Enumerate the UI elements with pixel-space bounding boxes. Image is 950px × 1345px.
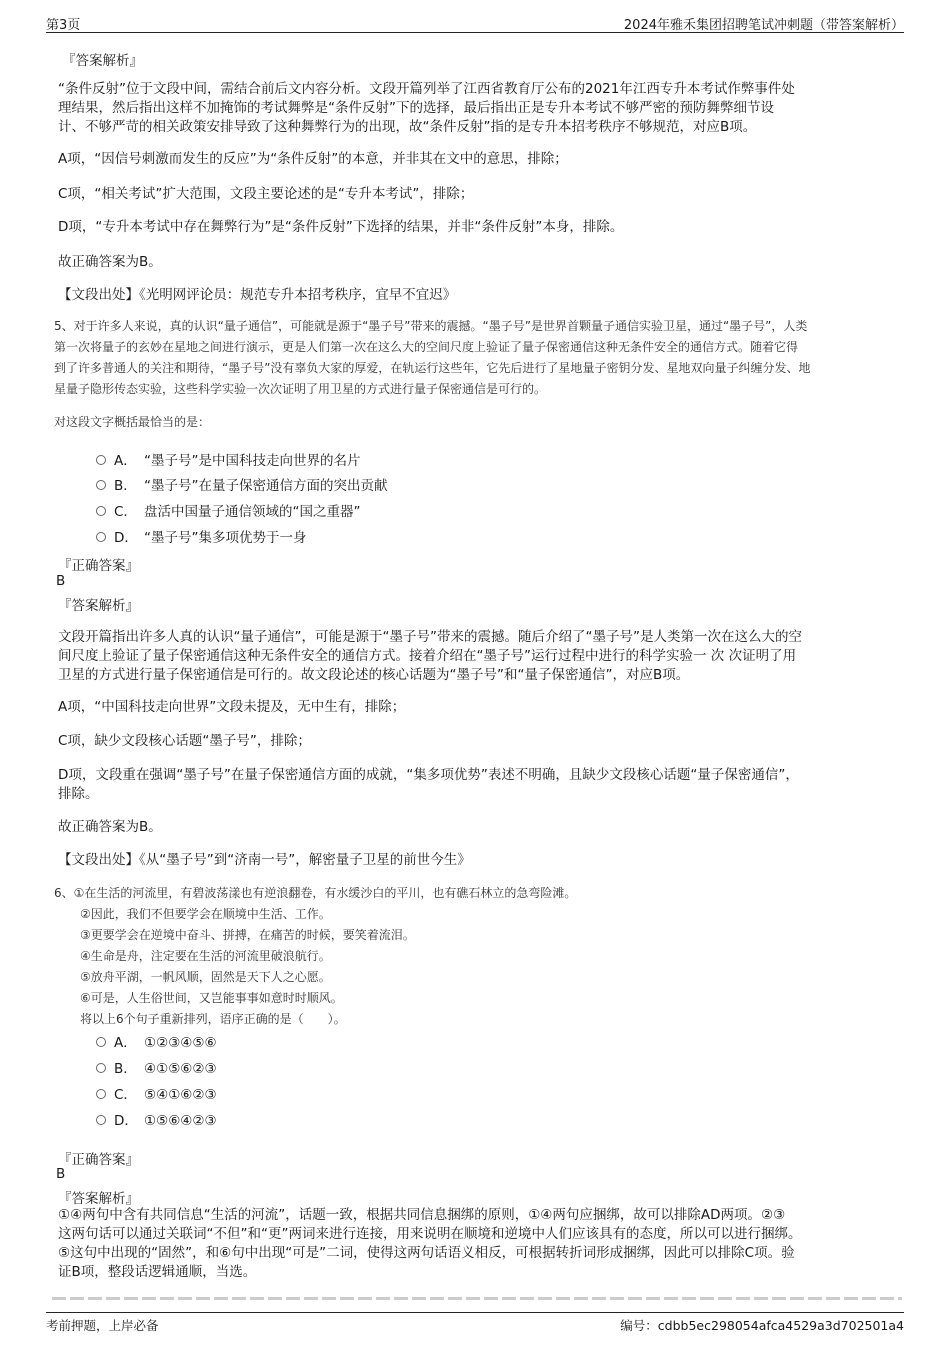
q5-analysis-line-3: 卫星的方式进行量子保密通信是可行的。故文段论述的核心话题为“墨子号”和“量子保密通信”，对应B项。 xyxy=(58,667,690,683)
q4-source: 【文段出处】《光明网评论员：规范专升本招考秩序，宜早不宜迟》 xyxy=(58,287,457,303)
radio-icon[interactable] xyxy=(96,1037,106,1047)
q5-stem-line-2: 第一次将量子的玄妙在星地之间进行演示，更是人们第一次在这么大的空间尺度上验证了量子保密通信这种无条件安全的通信方式。随着它得 xyxy=(54,340,799,354)
q5-question: 对这段文字概括最恰当的是： xyxy=(54,415,211,429)
page-number: 第3页 xyxy=(46,18,81,33)
q6-stem-line-6: ⑥可是，人生俗世间，又岂能事事如意时时顺风。 xyxy=(80,991,343,1005)
document-title: 2024年雅禾集团招聘笔试冲刺题（带答案解析） xyxy=(623,18,904,33)
q5-analysis-d-line-1: D项，文段重在强调“墨子号”在量子保密通信方面的成就，“集多项优势”表述不明确，且缺少文段核心话题“量子保密通信”， xyxy=(58,767,799,783)
q6-option-c[interactable]: C． ⑤④①⑥②③ xyxy=(96,1083,217,1103)
q5-source: 【文段出处】《从“墨子号”到“济南一号”，解密量子卫星的前世今生》 xyxy=(58,852,471,868)
q4-analysis-label: 『答案解析』 xyxy=(62,53,143,69)
footer-slogan: 考前押题，上岸必备 xyxy=(46,1318,159,1333)
q6-stem-line-4: ④生命是舟，注定要在生活的河流里破浪航行。 xyxy=(80,949,331,963)
radio-icon[interactable] xyxy=(96,455,106,465)
q6-analysis-line-3: ⑤这句中出现的“固然”，和⑥句中出现“可是”二词，使得这两句话语义相反，可根据转折词形成捆绑，因此可以排除C项。验 xyxy=(58,1245,795,1261)
q6-question: 将以上6个句子重新排列，语序正确的是（ ）。 xyxy=(80,1012,346,1026)
q6-stem-line-3: ③更要学会在逆境中奋斗、拼搏，在痛苦的时候，要笑着流泪。 xyxy=(80,928,415,942)
q6-answer-label: 『正确答案』 xyxy=(58,1152,139,1168)
q4-conclusion: 故正确答案为B。 xyxy=(58,254,162,270)
radio-icon[interactable] xyxy=(96,1115,106,1125)
radio-icon[interactable] xyxy=(96,1089,106,1099)
q6-analysis-label: 『答案解析』 xyxy=(58,1191,139,1207)
q5-option-c[interactable]: C． 盘活中国量子通信领域的“国之重器” xyxy=(96,500,361,520)
radio-icon[interactable] xyxy=(96,506,106,516)
q4-analysis-d: D项，“专升本考试中存在舞弊行为”是“条件反射”下选择的结果，并非“条件反射”本身，排除。 xyxy=(58,219,624,235)
q6-analysis-line-2: 这两句话可以通过关联词“不但”和“更”两词来进行连接，用来说明在顺境和逆境中人们应该具有的态度，所以可以进行捆绑。 xyxy=(58,1226,802,1242)
page-footer xyxy=(46,1312,904,1333)
q4-analysis-c: C项，“相关考试”扩大范围，文段主要论述的是“专升本考试”，排除； xyxy=(58,186,474,202)
q6-option-b[interactable]: B． ④①⑤⑥②③ xyxy=(96,1057,217,1077)
q5-conclusion: 故正确答案为B。 xyxy=(58,819,162,835)
q6-option-a[interactable]: A． ①②③④⑤⑥ xyxy=(96,1031,217,1051)
radio-icon[interactable] xyxy=(96,480,106,490)
q5-analysis-d-line-2: 排除。 xyxy=(58,786,99,802)
q6-stem-line-2: ②因此，我们不但要学会在顺境中生活、工作。 xyxy=(80,907,331,921)
q5-option-b[interactable]: B． “墨子号”在量子保密通信方面的突出贡献 xyxy=(96,474,388,494)
q5-analysis-line-2: 间尺度上验证了量子保密通信这种无条件安全的通信方式。接着介绍在“墨子号”运行过程中进行的科学实验一 次 次证明了用 xyxy=(58,648,797,664)
radio-icon[interactable] xyxy=(96,1063,106,1073)
q6-analysis-line-4: 证B项，整段话逻辑通顺，当选。 xyxy=(58,1264,257,1280)
q5-answer: B xyxy=(56,573,66,589)
q5-stem-line-4: 星量子隐形传态实验，这些科学实验一次次证明了用卫星的方式进行量子保密通信是可行的。 xyxy=(54,382,547,396)
q4-analysis-line-3: 计、不够严苛的相关政策安排导致了这种舞弊行为的出现，故“条件反射”指的是专升本招考秩序不够规范，对应B项。 xyxy=(58,119,757,135)
q5-option-a[interactable]: A． “墨子号”是中国科技走向世界的名片 xyxy=(96,449,361,469)
q4-analysis-line-1: “条件反射”位于文段中间，需结合前后文内容分析。文段开篇列举了江西省教育厅公布的2021年江西专升本考试作弊事件处 xyxy=(58,81,795,97)
page-header xyxy=(46,14,904,33)
q5-stem-line-1: 5、对于许多人来说，真的认识“量子通信”，可能就是源于“墨子号”带来的震撼。“墨子号”是世界首颗量子通信实验卫星，通过“墨子号”，人类 xyxy=(54,319,808,333)
q4-analysis-line-2: 理结果，然后指出这样不加掩饰的考试舞弊是“条件反射”下的选择，最后指出正是专升本考试不够严密的预防舞弊细节设 xyxy=(58,100,774,116)
q6-option-d[interactable]: D． ①⑤⑥④②③ xyxy=(96,1109,217,1129)
q5-analysis-c: C项，缺少文段核心话题“墨子号”，排除； xyxy=(58,733,311,749)
radio-icon[interactable] xyxy=(96,532,106,542)
q5-stem-line-3: 到了许多普通人的关注和期待，“墨子号”没有辜负大家的厚爱，在轨运行这些年，它先后进行了星地量子密钥分发、星地双向量子纠缠分发、地 xyxy=(54,361,811,375)
q6-answer: B xyxy=(56,1166,66,1182)
q5-answer-label: 『正确答案』 xyxy=(58,558,139,574)
truncated-next-question xyxy=(52,1294,902,1304)
q5-analysis-label: 『答案解析』 xyxy=(58,598,139,614)
q6-stem-line-1: 6、①在生活的河流里，有碧波荡漾也有逆浪翻卷，有水缓沙白的平川，也有礁石林立的急弯险滩。 xyxy=(54,886,577,900)
q5-option-d[interactable]: D． “墨子号”集多项优势于一身 xyxy=(96,526,307,546)
q4-analysis-a: A项，“因信号刺激而发生的反应”为“条件反射”的本意，并非其在文中的意思，排除； xyxy=(58,151,568,167)
document-code: 编号：cdbb5ec298054afca4529a3d702501a4 xyxy=(620,1318,904,1333)
q6-stem-line-5: ⑤放舟平湖，一帆风顺，固然是天下人之心愿。 xyxy=(80,970,331,984)
q5-analysis-a: A项，“中国科技走向世界”文段未提及，无中生有，排除； xyxy=(58,699,406,715)
q6-analysis-line-1: ①④两句中含有共同信息“生活的河流”，话题一致，根据共同信息捆绑的原则，①④两句应捆绑，故可以排除AD两项。②③ xyxy=(58,1207,786,1223)
q5-analysis-line-1: 文段开篇指出许多人真的认识“量子通信”，可能是源于“墨子号”带来的震撼。随后介绍了“墨子号”是人类第一次在这么大的空 xyxy=(58,629,802,645)
